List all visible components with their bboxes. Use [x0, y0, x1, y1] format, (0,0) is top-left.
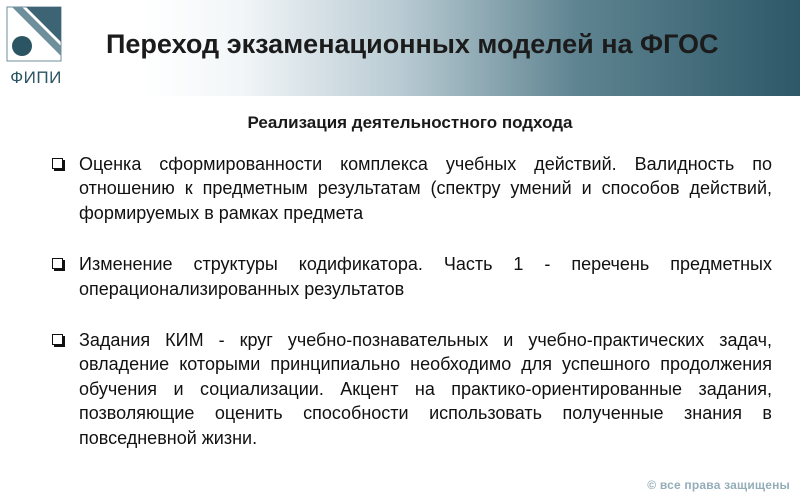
bullet-text: Задания КИМ - круг учебно-познавательных и учебно-практических задач, овладение которыми принципиально необходимо для успешного продолжения обучения и социализации. Акцент на практико-ориентированные задания, позволяющие оценить способности использовать полученные знания в повседневной жизни. — [79, 330, 772, 448]
bullet-list — [48, 152, 772, 450]
checkbox-bullet-icon — [52, 258, 63, 269]
bullet-item — [48, 328, 772, 450]
bullet-text: Изменение структуры кодификатора. Часть 1 - перечень предметных операционализированных результатов — [79, 254, 772, 299]
bullet-item — [48, 252, 772, 301]
bullet-item — [48, 152, 772, 225]
copyright-notice: © все права защищены — [647, 478, 790, 492]
page-title: Переход экзаменационных моделей на ФГОС — [106, 29, 719, 59]
logo-text: ФИПИ — [10, 68, 62, 87]
bullet-text: Оценка сформированности комплекса учебных действий. Валидность по отношению к предметным результатам (спектру умений и способов действий, формируемых в рамках предмета — [79, 154, 772, 223]
checkbox-bullet-icon — [52, 334, 63, 345]
checkbox-bullet-icon — [52, 158, 63, 169]
logo-emblem-icon — [6, 6, 66, 68]
section-subtitle: Реализация деятельностного подхода — [247, 113, 573, 132]
fipi-logo — [6, 6, 66, 90]
